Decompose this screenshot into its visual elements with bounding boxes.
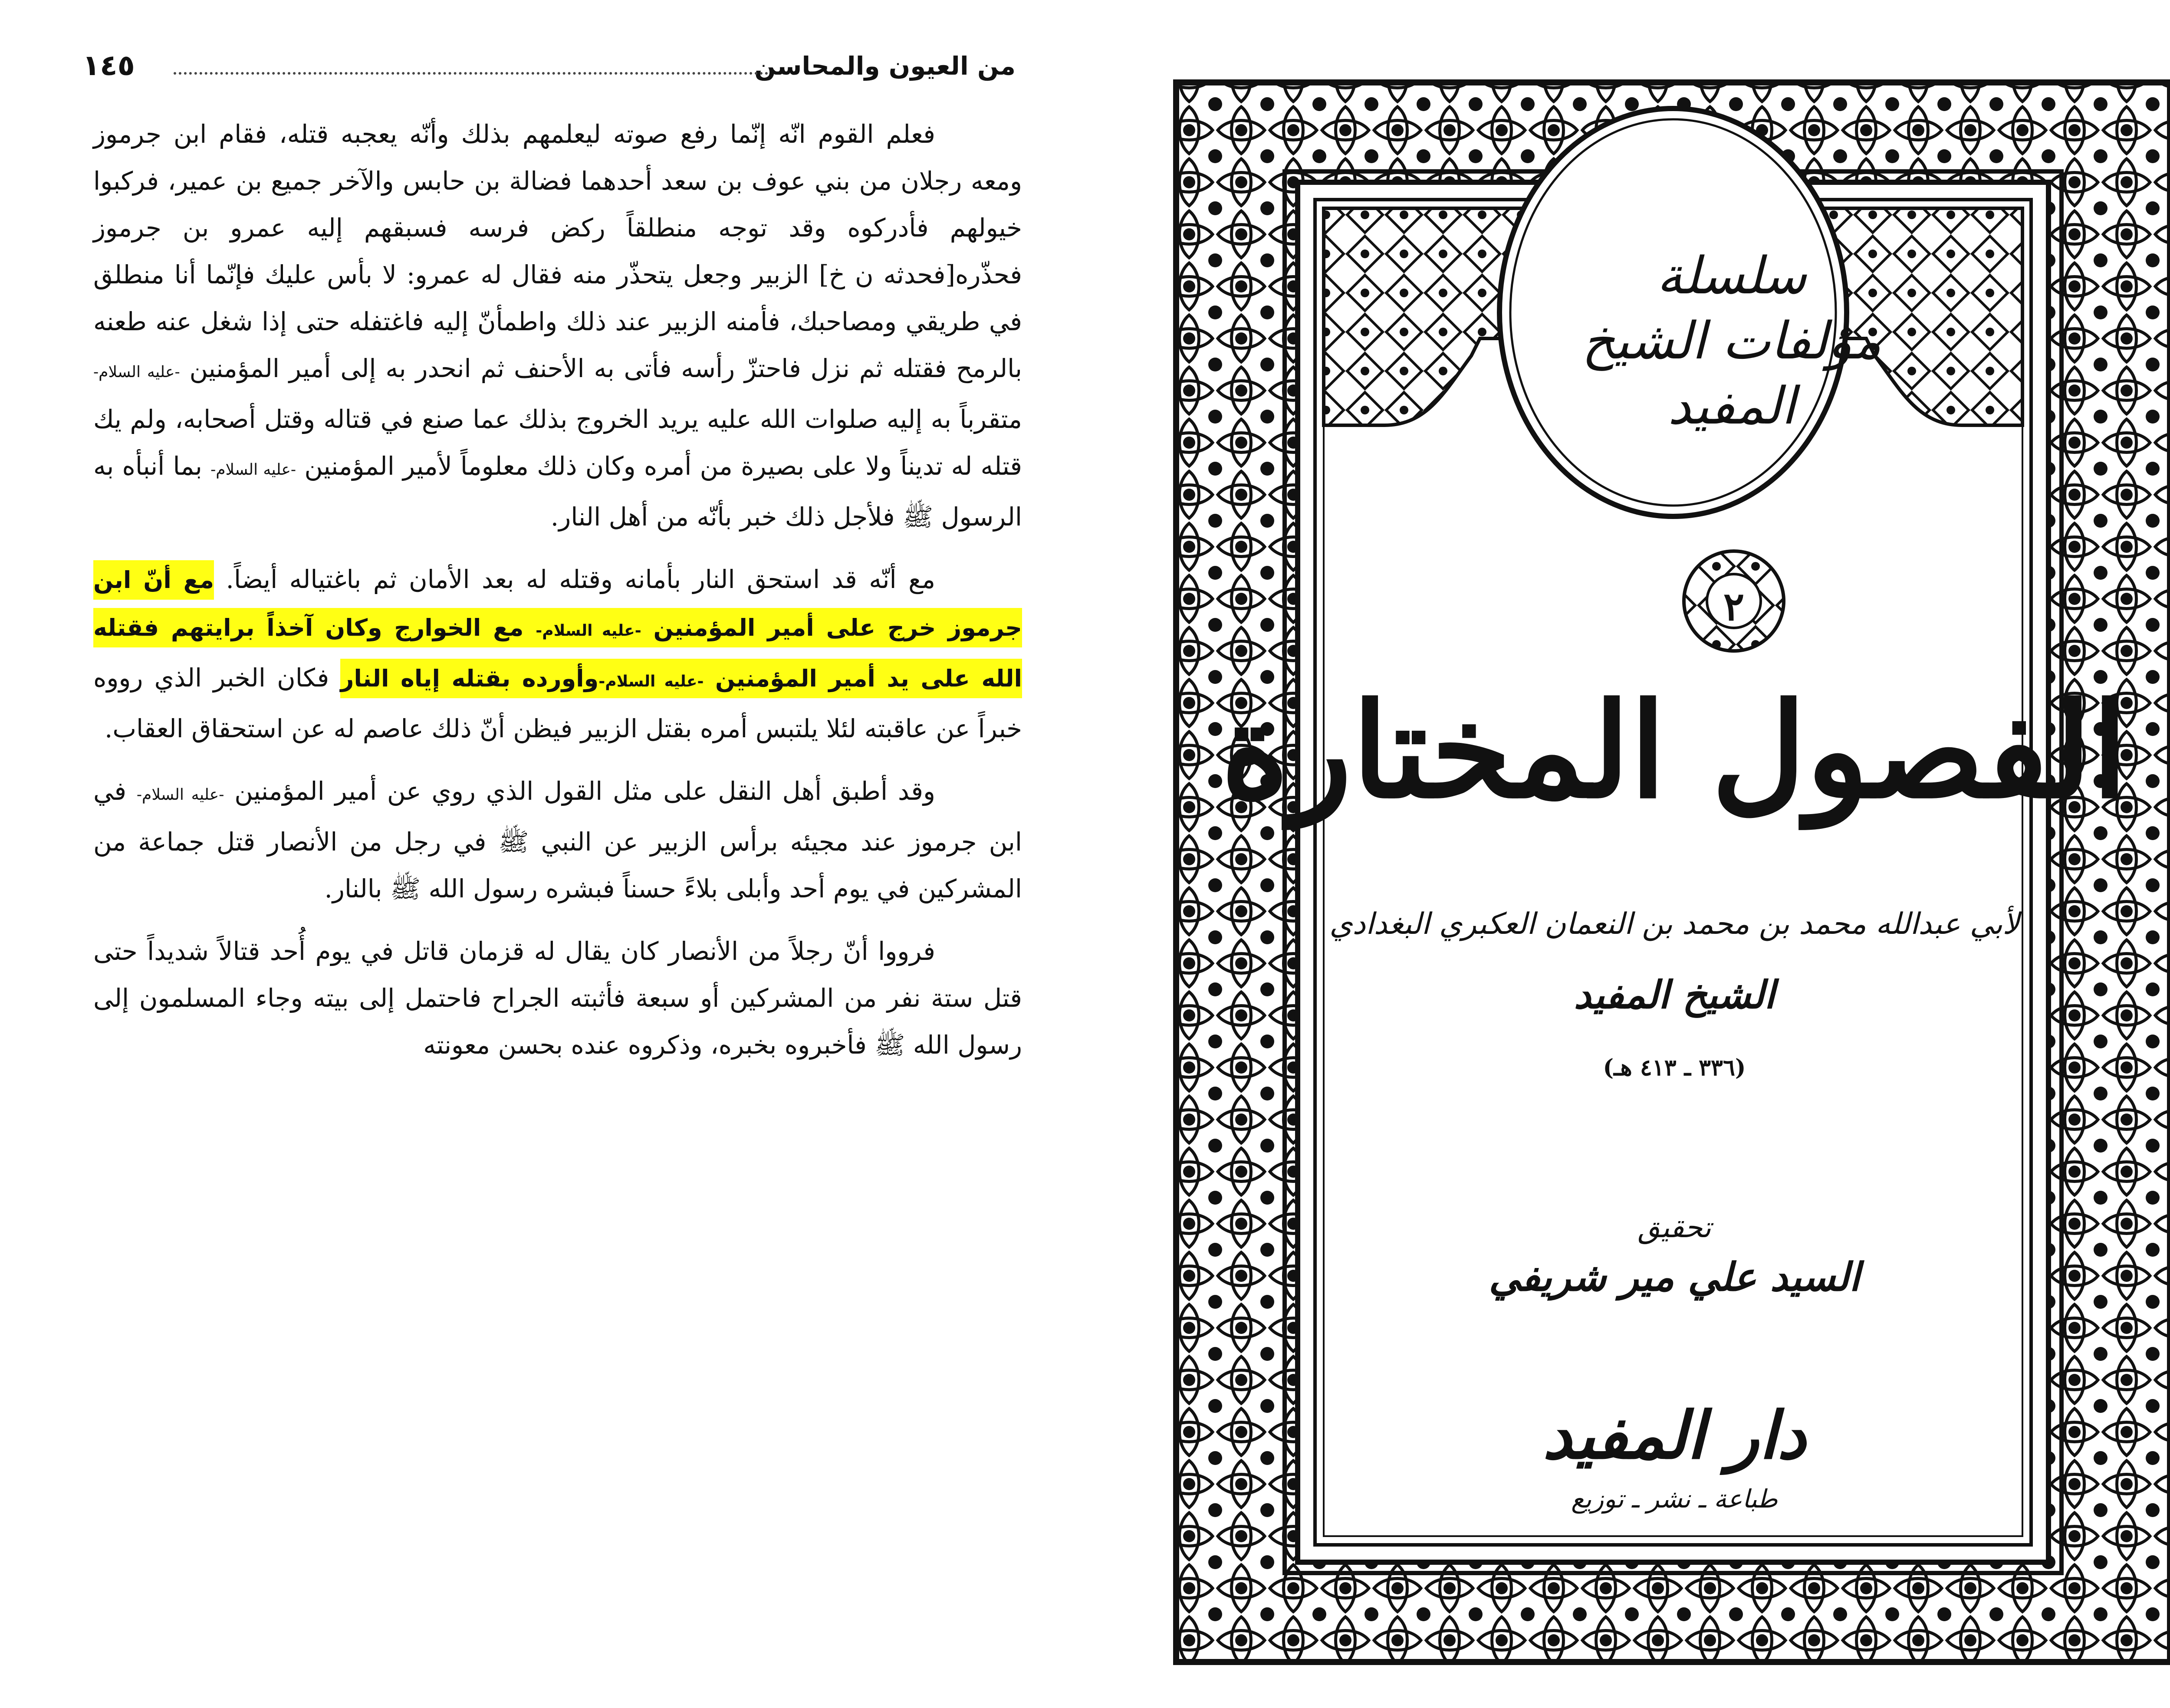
running-head [82,51,1016,90]
title-page [1111,0,2170,1708]
dot-leader [174,72,768,75]
author-title: الشيخ المفيد [1574,972,1775,1017]
running-title: من العيون والمحاسن [754,51,1016,81]
paragraph-1: فعلم القوم انّه إنّما رفع صوته ليعلمهم بذلك وأنّه يعجبه قتله، فقام ابن جرموز ومعه رجلان من بني عوف بن سعد أحدهما فضالة بن حابس والآخر جميع بن عمير، فركبوا خيولهم فأدركوه وقد توجه منطلقاً ركض فرسه فسبقهم إليه عمرو بن جرموز فحذّره[فحدثه ن خ] الزبير وجعل يتحذّر منه فقال له عمرو: لا بأس عليك فإنّما أنا منطلق في طريقي ومصاحبك، فأمنه الزبير عند ذلك واطمأنّ إليه فاغتفله حتى إذا شغل عنه طعنه بالرمح فقتله ثم نزل فاحتزّ رأسه فأتى به الأحنف ثم انحدر به إلى أمير المؤمنين -عليه السلام- متقرباً به إليه صلوات الله عليه يريد الخروج بذلك عما صنع في قتاله وقتل أصحابه، ولم يك قتله له تديناً ولا على بصيرة من أمره وكان ذلك معلوماً لأمير المؤمنين -عليه السلام- بما أنبأه به الرسول ﷺ فلأجل ذلك خبر بأنّه من أهل النار. [93,119,1022,532]
author-dates: (٣٣٦ ـ ٤١٣ هـ) [1603,1054,1746,1081]
series-label: سلسلة مؤلفات الشيخ المفيد [1581,246,1882,436]
publisher-tagline: طباعة ـ نشر ـ توزيع [1571,1484,1778,1514]
author-line: لأبي عبدالله محمد بن محمد بن النعمان العكبري البغدادي [1329,907,2019,941]
honorific: -عليه السلام- [136,786,224,804]
publisher-name: دار المفيد [1542,1397,1806,1474]
honorific: -عليه السلام- [93,363,180,381]
honorific: -عليه السلام- [210,461,296,479]
volume-number: ٢ [1723,584,1745,630]
paragraph-3: وقد أطبق أهل النقل على مثل القول الذي روي عن أمير المؤمنين -عليه السلام- في ابن جرموز عند مجيئه برأس الزبير عن النبي ﷺ في رجل من الأنصار قتل جماعة من المشركين في يوم أحد وأبلى بلاءً حسناً فبشره رسول الله ﷺ بالنار. [93,776,1022,903]
book-title: الفصول المختارة [1221,674,2128,827]
paragraph-2: مع أنّه قد استحق النار بأمانه وقتله له بعد الأمان ثم باغتياله أيضاً. مع أنّ ابن جرموز خرج على أمير المؤمنين -عليه السلام- مع الخوارج وكان آخذاً برايتهم فقتله الله على يد أمير المؤمنين -عليه السلام-وأورده بقتله إياه النار فكان الخبر الذي رووه خبراً عن عاقبته لئلا يلتبس أمره بقتل الزبير فيظن أنّ ذلك عاصم له عن استحقاق العقاب. [93,556,1022,752]
body-text [93,111,1022,1084]
page-number: ١٤٥ [82,49,135,82]
paragraph-4: فرووا أنّ رجلاً من الأنصار كان يقال له قزمان قاتل في يوم أُحد قتالاً شديداً حتى قتل ستة نفر من المشركين أو سبعة فأثبته الجراح فاحتمل إلى بيته وجاء المسلمون إلى رسول الله ﷺ فأخبروه بخبره، وذكروه عنده بحسن معونته [93,936,1022,1060]
editor-name: السيد علي مير شريفي [1489,1254,1860,1300]
editor-label: تحقيق [1637,1211,1711,1244]
highlighted-passage: مع أنّ ابن جرموز خرج على أمير المؤمنين -عليه السلام- مع الخوارج وكان آخذاً برايتهم فقتله الله على يد أمير المؤمنين -عليه السلام-وأورده بقتله إياه النار [93,560,1022,698]
